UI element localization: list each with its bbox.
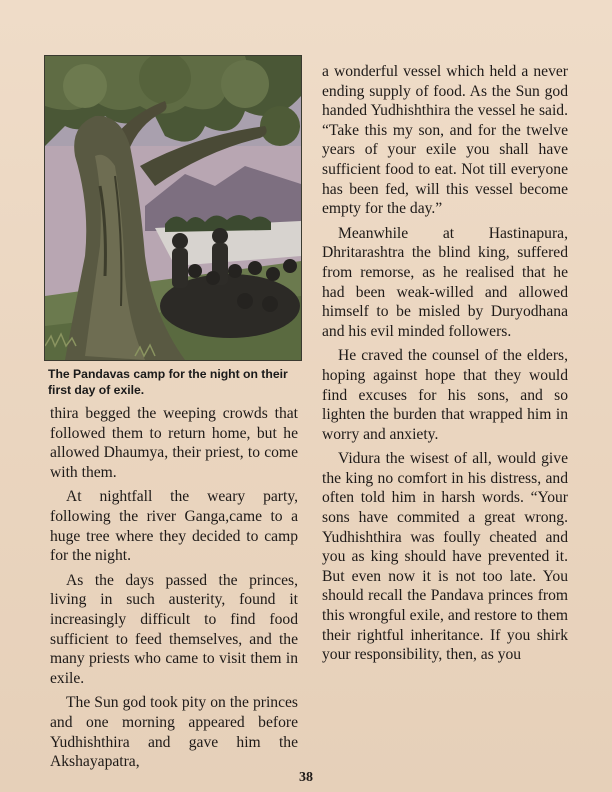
paragraph: Vidura the wisest of all, would give the king no comfort in his distress, and often told him in harsh words. “Your sons have commited a great wrong. Yudhishthira was foully cheated and you as king should have prevented it. But even now it is not too late. You should recall the Pandava princes from this wrongful exile, and restore to them their rightful inheritance. If you shirk your responsibility, then, as you <box>322 450 568 664</box>
forest-camp-illustration <box>44 55 302 361</box>
paragraph: The Sun god took pity on the princes and one morning appeared before Yudhishthira and gave him the Akshayapatra, <box>50 694 298 771</box>
paragraph: As the days passed the princes, living in such austerity, found it increasingly difficult to find food sufficient to feed themselves, and the many priests who came to visit them in exile. <box>50 571 298 687</box>
illustration-caption: The Pandavas camp for the night on their first day of exile. <box>48 367 288 397</box>
page-number: 38 <box>299 770 313 785</box>
paragraph: a wonderful vessel which held a never ending supply of food. As the Sun god handed Yudhishthira the vessel he said. “Take this my son, and for the twelve years of your exile you shall have sufficient food to eat. Not till everyone has been fed, will this vessel become empty for the day.” <box>322 63 568 218</box>
paragraph: At nightfall the weary party, following the river Ganga,came to a huge tree where they decided to camp for the night. <box>50 488 298 565</box>
paragraph: He craved the counsel of the elders, hoping against hope that they would find excuses for his sons, and so lighten the burden that wrapped him in worry and anxiety. <box>322 347 568 443</box>
paragraph: thira begged the weeping crowds that followed them to return home, but he allowed Dhaumya, their priest, to come with them. <box>50 405 298 481</box>
paragraph: Meanwhile at Hastinapura, Dhritarashtra the blind king, suffered from remorse, as he realised that he had been weak-willed and allowed himself to be misled by Duryodhana and his evil minded followers. <box>322 224 568 340</box>
left-text-column <box>50 404 298 772</box>
right-text-column <box>322 62 568 665</box>
forest-camp-scene-icon <box>45 56 301 360</box>
